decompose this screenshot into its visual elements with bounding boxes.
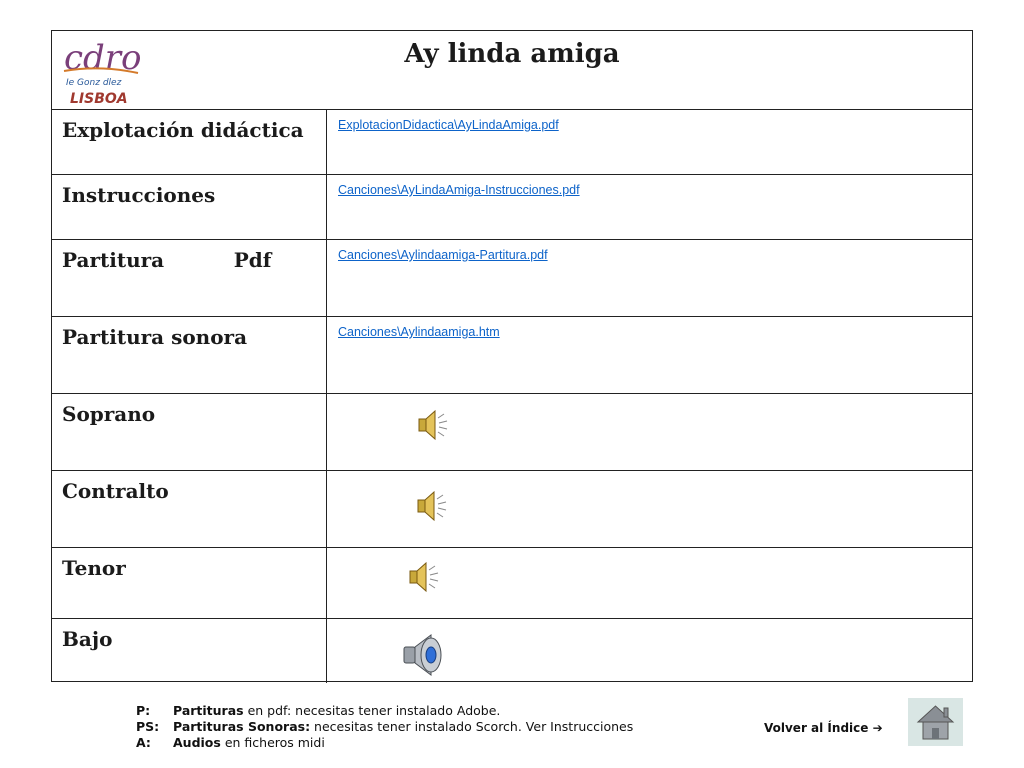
note-item bbox=[136, 719, 633, 735]
note-key: PS: bbox=[136, 719, 160, 734]
pdf-link[interactable]: ExplotacionDidactica\AyLindaAmiga.pdf bbox=[338, 118, 559, 132]
table-row bbox=[52, 394, 972, 471]
row-label: Contralto bbox=[52, 471, 327, 547]
table-row bbox=[52, 471, 972, 548]
back-to-index-link[interactable]: Volver al Índice ➔ bbox=[764, 721, 883, 735]
speaker-icon[interactable] bbox=[415, 489, 449, 527]
note-text: necesitas tener instalado Scorch. Ver Instrucciones bbox=[310, 719, 634, 734]
table-row bbox=[52, 110, 972, 175]
speaker-icon[interactable] bbox=[407, 560, 441, 598]
note-item bbox=[136, 735, 633, 751]
speaker-icon[interactable] bbox=[416, 408, 450, 446]
row-label: Instrucciones bbox=[52, 175, 327, 239]
content-table bbox=[51, 30, 973, 682]
note-bold: Partituras Sonoras: bbox=[173, 719, 311, 734]
note-bold: Partituras bbox=[173, 703, 244, 718]
row-label: Explotación didáctica bbox=[52, 110, 327, 174]
home-icon[interactable] bbox=[908, 698, 963, 746]
note-key: A: bbox=[136, 735, 151, 750]
row-label: Partitura Pdf bbox=[52, 240, 327, 316]
row-label: Bajo bbox=[52, 619, 327, 683]
row-label: Soprano bbox=[52, 394, 327, 470]
pdf-link[interactable]: Canciones\AyLindaAmiga-Instrucciones.pdf bbox=[338, 183, 580, 197]
table-row bbox=[52, 548, 972, 619]
table-row bbox=[52, 240, 972, 317]
notes-legend bbox=[136, 703, 633, 751]
row-label: Tenor bbox=[52, 548, 327, 618]
note-item bbox=[136, 703, 633, 719]
table-row bbox=[52, 619, 972, 683]
row-label: Partitura sonora bbox=[52, 317, 327, 393]
note-text: en pdf: necesitas tener instalado Adobe. bbox=[243, 703, 501, 718]
table-row bbox=[52, 175, 972, 240]
note-text: en ficheros midi bbox=[220, 735, 325, 750]
htm-link[interactable]: Canciones\Aylindaamiga.htm bbox=[338, 325, 500, 339]
note-bold: Audios bbox=[173, 735, 221, 750]
note-key: P: bbox=[136, 703, 151, 718]
page-title: Ay linda amiga bbox=[404, 39, 620, 69]
table-row bbox=[52, 317, 972, 394]
header-row bbox=[52, 31, 972, 110]
svg-text:Ie Gonz dlez: Ie Gonz dlez bbox=[66, 78, 122, 88]
speaker-large-icon[interactable] bbox=[401, 631, 449, 683]
svg-text:cdro: cdro bbox=[64, 38, 142, 78]
svg-text:LISBOA: LISBOA bbox=[70, 91, 128, 107]
pdf-link[interactable]: Canciones\Aylindaamiga-Partitura.pdf bbox=[338, 248, 548, 262]
